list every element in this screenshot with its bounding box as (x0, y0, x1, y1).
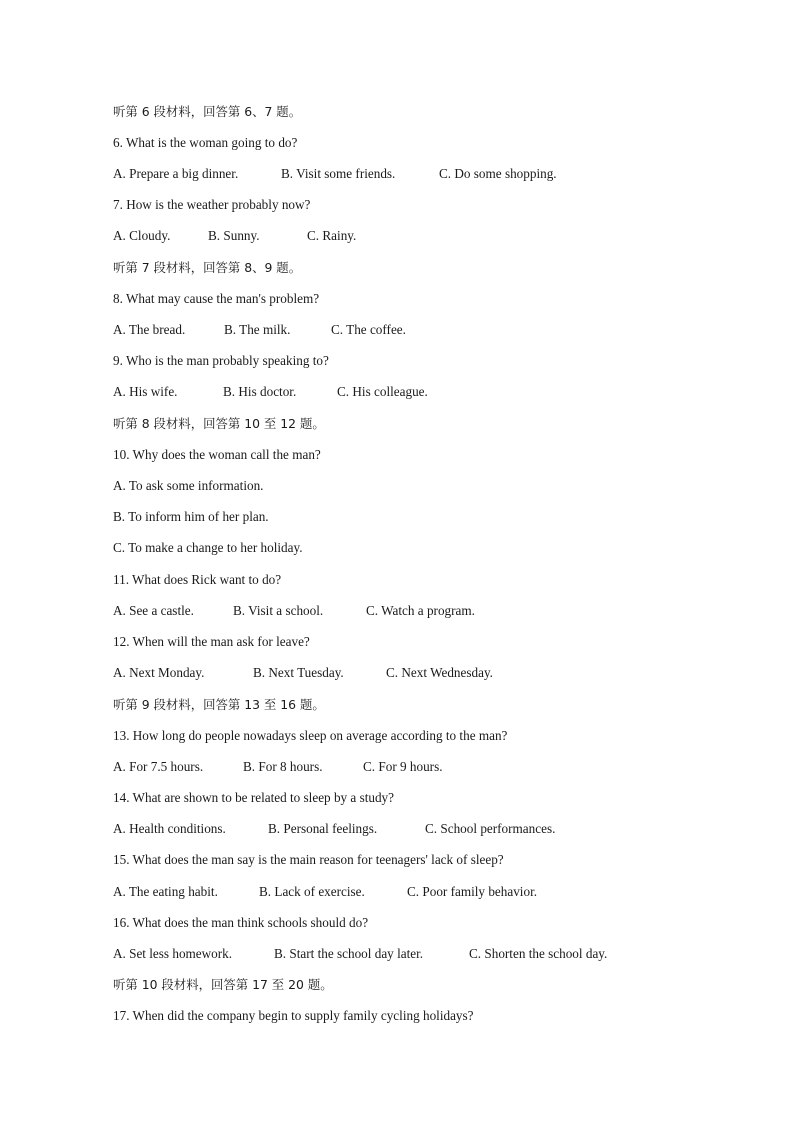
question-14: 14. What are shown to be related to sleep by a study? (113, 790, 395, 805)
options-row (113, 603, 673, 619)
option-c: C. School performances. (425, 821, 556, 836)
option-a: A. Prepare a big dinner. (113, 166, 239, 181)
option-b: B. For 8 hours. (243, 759, 323, 774)
question-7: 7. How is the weather probably now? (113, 197, 311, 212)
options-row (113, 821, 673, 837)
options-row (113, 166, 673, 182)
option-a: A. The bread. (113, 322, 186, 337)
options-row (113, 884, 673, 900)
option-b: B. Personal feelings. (268, 821, 378, 836)
question-13: 13. How long do people nowadays sleep on average according to the man? (113, 728, 508, 743)
option-b: B. To inform him of her plan. (113, 509, 269, 524)
options-row (113, 665, 673, 681)
option-a: A. Next Monday. (113, 665, 205, 680)
option-c: C. Next Wednesday. (386, 665, 493, 680)
question-9: 9. Who is the man probably speaking to? (113, 353, 329, 368)
question-10: 10. Why does the woman call the man? (113, 447, 321, 462)
option-a: A. Set less homework. (113, 946, 233, 961)
question-8: 8. What may cause the man's problem? (113, 291, 320, 306)
option-b: B. Visit some friends. (281, 166, 396, 181)
option-c: C. Shorten the school day. (469, 946, 608, 961)
options-row (113, 946, 713, 962)
option-a: A. See a castle. (113, 603, 194, 618)
option-a: A. Cloudy. (113, 228, 171, 243)
option-a: A. To ask some information. (113, 478, 264, 493)
option-c: C. Watch a program. (366, 603, 475, 618)
option-c: C. His colleague. (337, 384, 428, 399)
question-17: 17. When did the company begin to supply family cycling holidays? (113, 1008, 474, 1023)
option-b: B. Next Tuesday. (253, 665, 344, 680)
section-heading: 听第 7 段材料，回答第 8、9 题。 (113, 260, 302, 275)
section-heading: 听第 8 段材料，回答第 10 至 12 题。 (113, 416, 325, 431)
option-c: C. The coffee. (331, 322, 406, 337)
options-row (113, 322, 673, 338)
question-16: 16. What does the man think schools should do? (113, 915, 369, 930)
option-b: B. His doctor. (223, 384, 297, 399)
section-heading: 听第 6 段材料，回答第 6、7 题。 (113, 104, 302, 119)
option-c: C. For 9 hours. (363, 759, 443, 774)
option-c: C. Poor family behavior. (407, 884, 538, 899)
question-6: 6. What is the woman going to do? (113, 135, 298, 150)
options-row (113, 759, 673, 775)
option-c: C. Do some shopping. (439, 166, 557, 181)
question-11: 11. What does Rick want to do? (113, 572, 282, 587)
option-b: B. Sunny. (208, 228, 260, 243)
option-a: A. Health conditions. (113, 821, 226, 836)
options-row (113, 228, 673, 244)
section-heading: 听第 9 段材料，回答第 13 至 16 题。 (113, 697, 325, 712)
question-15: 15. What does the man say is the main reason for teenagers' lack of sleep? (113, 852, 504, 867)
option-b: B. Visit a school. (233, 603, 324, 618)
options-row (113, 384, 673, 400)
question-12: 12. When will the man ask for leave? (113, 634, 310, 649)
section-heading: 听第 10 段材料，回答第 17 至 20 题。 (113, 977, 333, 992)
option-c: C. Rainy. (307, 228, 357, 243)
option-b: B. The milk. (224, 322, 291, 337)
option-a: A. For 7.5 hours. (113, 759, 204, 774)
option-a: A. The eating habit. (113, 884, 218, 899)
option-a: A. His wife. (113, 384, 178, 399)
option-b: B. Start the school day later. (274, 946, 424, 961)
option-b: B. Lack of exercise. (259, 884, 365, 899)
option-c: C. To make a change to her holiday. (113, 540, 303, 555)
